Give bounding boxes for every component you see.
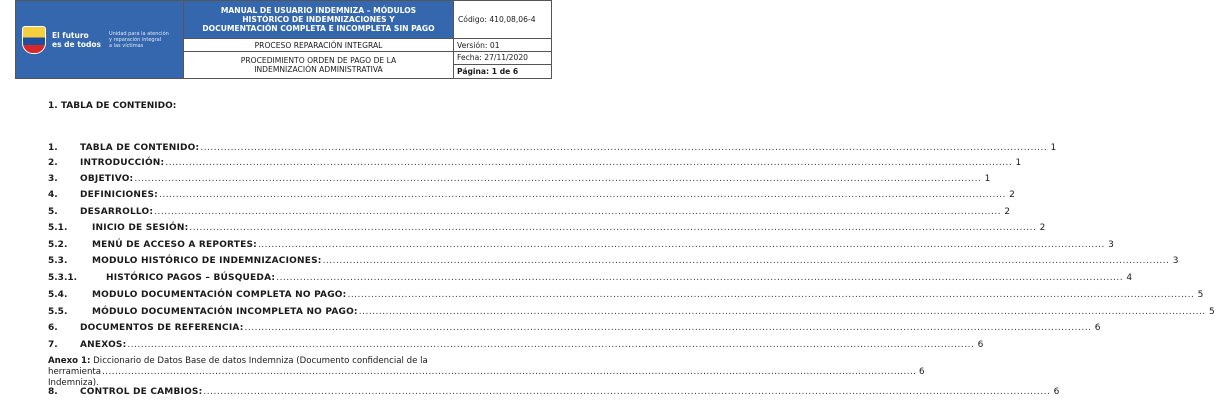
toc-entry-3[interactable]: 3. OBJETIVO: ............................................................................................................................................................................................................................................................ 1 [48,174,991,184]
process-name: PROCESO REPARACIÓN INTEGRAL [184,39,454,52]
toc-entry-1[interactable]: 1. TABLA DE CONTENIDO: ............................................................................................................................................................................................................................................................ 1 [48,143,1057,153]
toc-entry-6[interactable]: 6. DOCUMENTOS DE REFERENCIA: ............................................................................................................................................................................................................................................................ 6 [48,323,1101,333]
document-title: MANUAL DE USUARIO INDEMNIZA – MÓDULOS HISTÓRICO DE INDEMNIZACIONES Y DOCUMENTACIÓN COMPLETA E INCOMPLETA SIN PAGO [184,1,454,39]
toc-entry-5-5[interactable]: 5.5. MÓDULO DOCUMENTACIÓN INCOMPLETA NO PAGO: ............................................................................................................................................................................................................................................................ 5 [48,307,1215,317]
document-version: Versión: 01 [454,39,552,52]
toc-heading: 1. TABLA DE CONTENIDO: [48,101,177,111]
logo-slogan: El futuro es de todos [52,30,101,49]
colombia-seal-icon [22,26,46,54]
logo-unit-name: Unidad para la atención y reparación integral a las víctimas [108,30,169,49]
toc-entry-5-2[interactable]: 5.2. MENÚ DE ACCESO A REPORTES: ............................................................................................................................................................................................................................................................ 3 [48,240,1114,250]
toc-entry-7[interactable]: 7. ANEXOS: ............................................................................................................................................................................................................................................................ 6 [48,340,984,350]
toc-entry-8[interactable]: 8. CONTROL DE CAMBIOS: ............................................................................................................................................................................................................................................................ 6 [48,387,1060,397]
date-page-cell [454,52,552,79]
page-indicator: Página: 1 de 6 [457,67,519,76]
document-code: Código: 410,08,06-4 [454,1,552,39]
toc-entry-5-3[interactable]: 5.3. MODULO HISTÓRICO DE INDEMNIZACIONES: ............................................................................................................................................................................................................................................................ 3 [48,256,1179,266]
document-date: Fecha: 27/11/2020 [454,52,551,65]
toc-entry-5-4[interactable]: 5.4. MODULO DOCUMENTACIÓN COMPLETA NO PAGO: ............................................................................................................................................................................................................................................................ 5 [48,290,1204,300]
toc-entry-5-3-1[interactable]: 5.3.1. HISTÓRICO PAGOS – BÚSQUEDA: ............................................................................................................................................................................................................................................................ 4 [48,273,1133,283]
anexo-line-2: herramienta Indemniza). ............................................................................................................................................................................................................................................................ 6 [48,367,925,388]
toc-entry-5-1[interactable]: 5.1. INICIO DE SESIÓN: ............................................................................................................................................................................................................................................................ 2 [48,223,1046,233]
anexo-line-1: Anexo 1: Diccionario de Datos Base de datos Indemniza (Documento confidencial de la [48,356,428,366]
logo-cell [16,1,184,79]
toc-entry-2[interactable]: 2. INTRODUCCIÓN: ............................................................................................................................................................................................................................................................ 1 [48,158,1022,168]
toc-entry-anexo-1[interactable] [48,356,925,389]
procedure-name: PROCEDIMIENTO ORDEN DE PAGO DE LA INDEMNIZACIÓN ADMINISTRATIVA [184,52,454,79]
document-header [15,0,552,79]
institution-logo [16,1,183,78]
toc-entry-5[interactable]: 5. DESARROLLO: ............................................................................................................................................................................................................................................................ 2 [48,207,1011,217]
toc-entry-4[interactable]: 4. DEFINICIONES: ............................................................................................................................................................................................................................................................ 2 [48,190,1015,200]
